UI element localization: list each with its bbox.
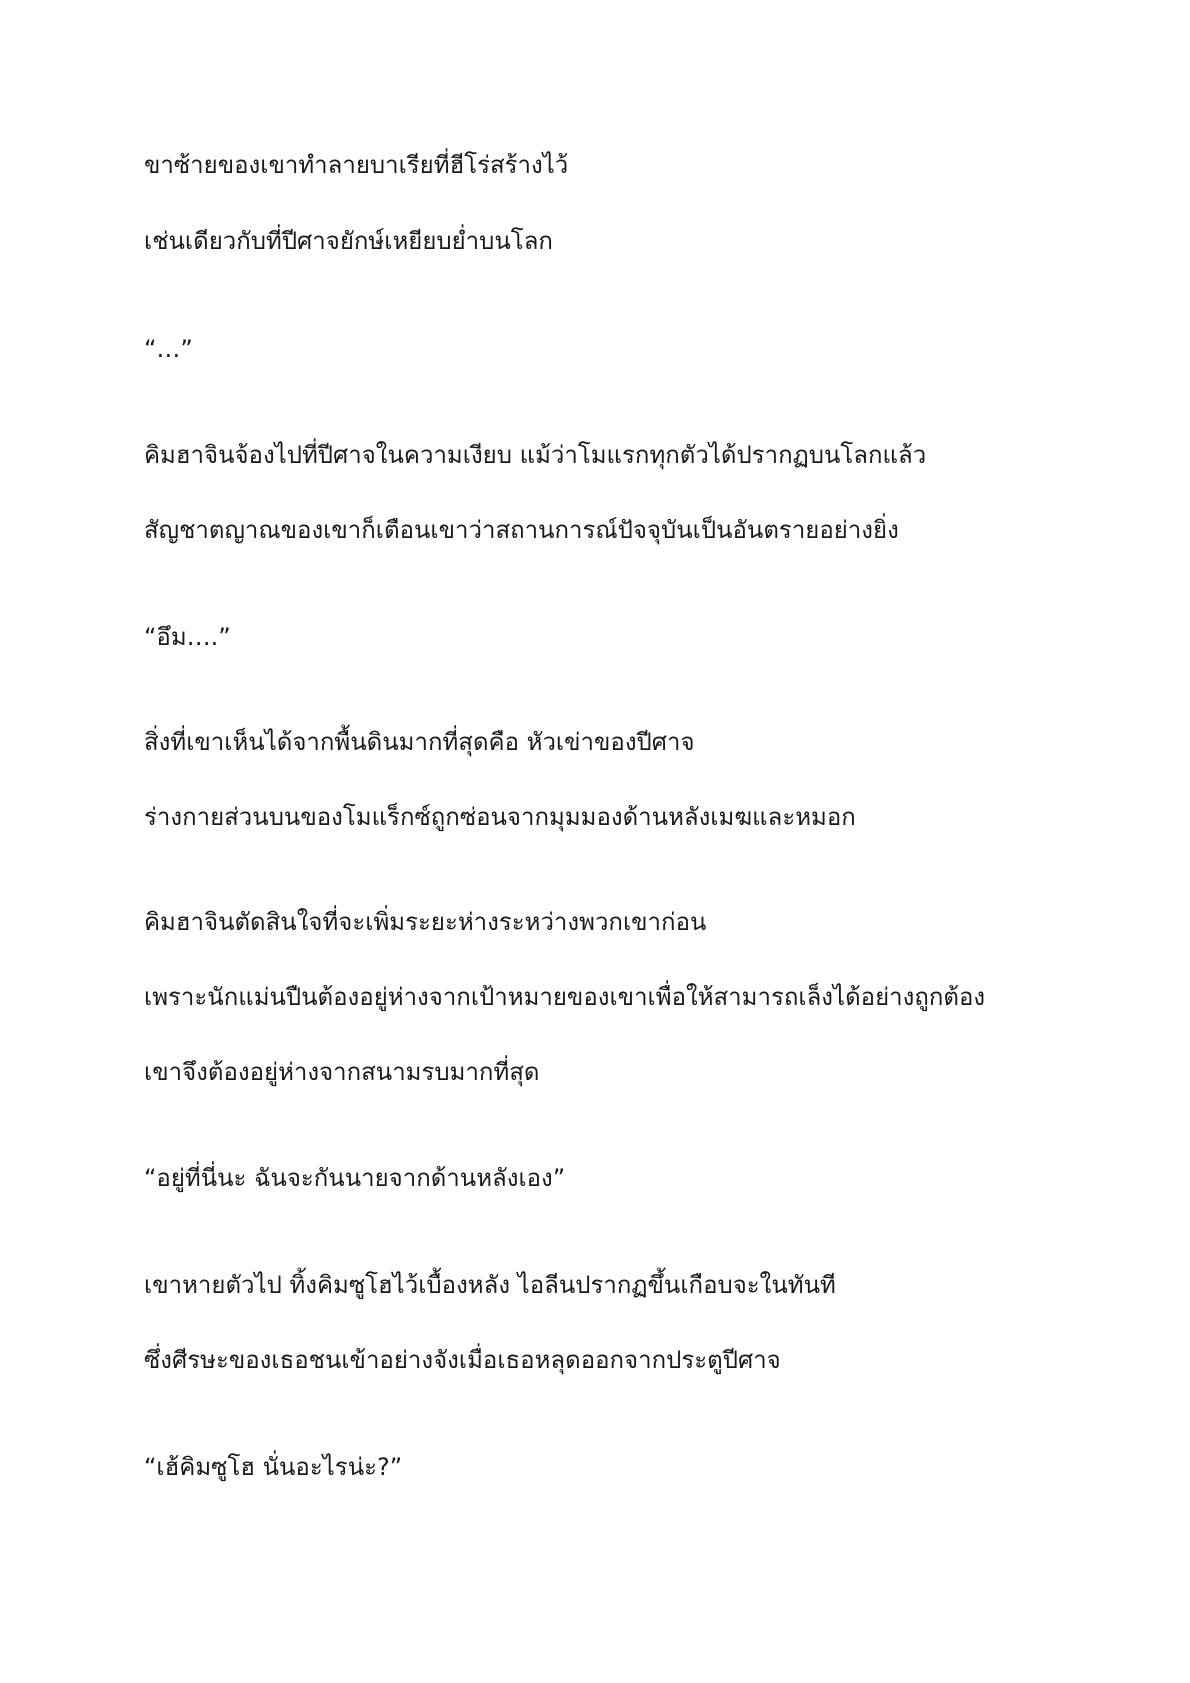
text-line: เช่นเดียวกับที่ปีศาจยักษ์เหยียบย่ำบนโลก: [144, 227, 553, 255]
text-line: สัญชาตญาณของเขาก็เตือนเขาว่าสถานการณ์ปัจจุบันเป็นอันตรายอย่างยิ่ง: [144, 516, 899, 544]
text-line: ซึ่งศีรษะของเธอชนเข้าอย่างจังเมื่อเธอหลุดออกจากประตูปีศาจ: [144, 1346, 781, 1374]
text-line: ขาซ้ายของเขาทำลายบาเรียที่ฮีโร่สร้างไว้: [144, 151, 569, 179]
text-line: “…”: [144, 335, 193, 363]
text-line: คิมฮาจินจ้องไปที่ปีศาจในความเงียบ แม้ว่าโมแรกทุกตัวได้ปรากฏบนโลกแล้ว: [144, 441, 927, 469]
text-line: สิ่งที่เขาเห็นได้จากพื้นดินมากที่สุดคือ หัวเข่าของปีศาจ: [144, 728, 695, 756]
text-line: คิมฮาจินตัดสินใจที่จะเพิ่มระยะห่างระหว่างพวกเขาก่อน: [144, 908, 707, 936]
text-line: “เฮ้คิมซูโฮ นั่นอะไรน่ะ?”: [144, 1453, 403, 1481]
text-line: เพราะนักแม่นปืนต้องอยู่ห่างจากเป้าหมายของเขาเพื่อให้สามารถเล็งได้อย่างถูกต้อง: [144, 983, 986, 1011]
text-line: ร่างกายส่วนบนของโมแร็กซ์ถูกซ่อนจากมุมมองด้านหลังเมฆและหมอก: [144, 803, 856, 831]
text-line: “อยู่ที่นี่นะ ฉันจะกันนายจากด้านหลังเอง”: [144, 1164, 566, 1192]
text-line: เขาจึงต้องอยู่ห่างจากสนามรบมากที่สุด: [144, 1058, 540, 1086]
text-line: “อึม….”: [144, 623, 231, 651]
text-line: เขาหายตัวไป ทิ้งคิมซูโฮไว้เบื้องหลัง ไอลีนปรากฏขึ้นเกือบจะในทันที: [144, 1271, 836, 1299]
